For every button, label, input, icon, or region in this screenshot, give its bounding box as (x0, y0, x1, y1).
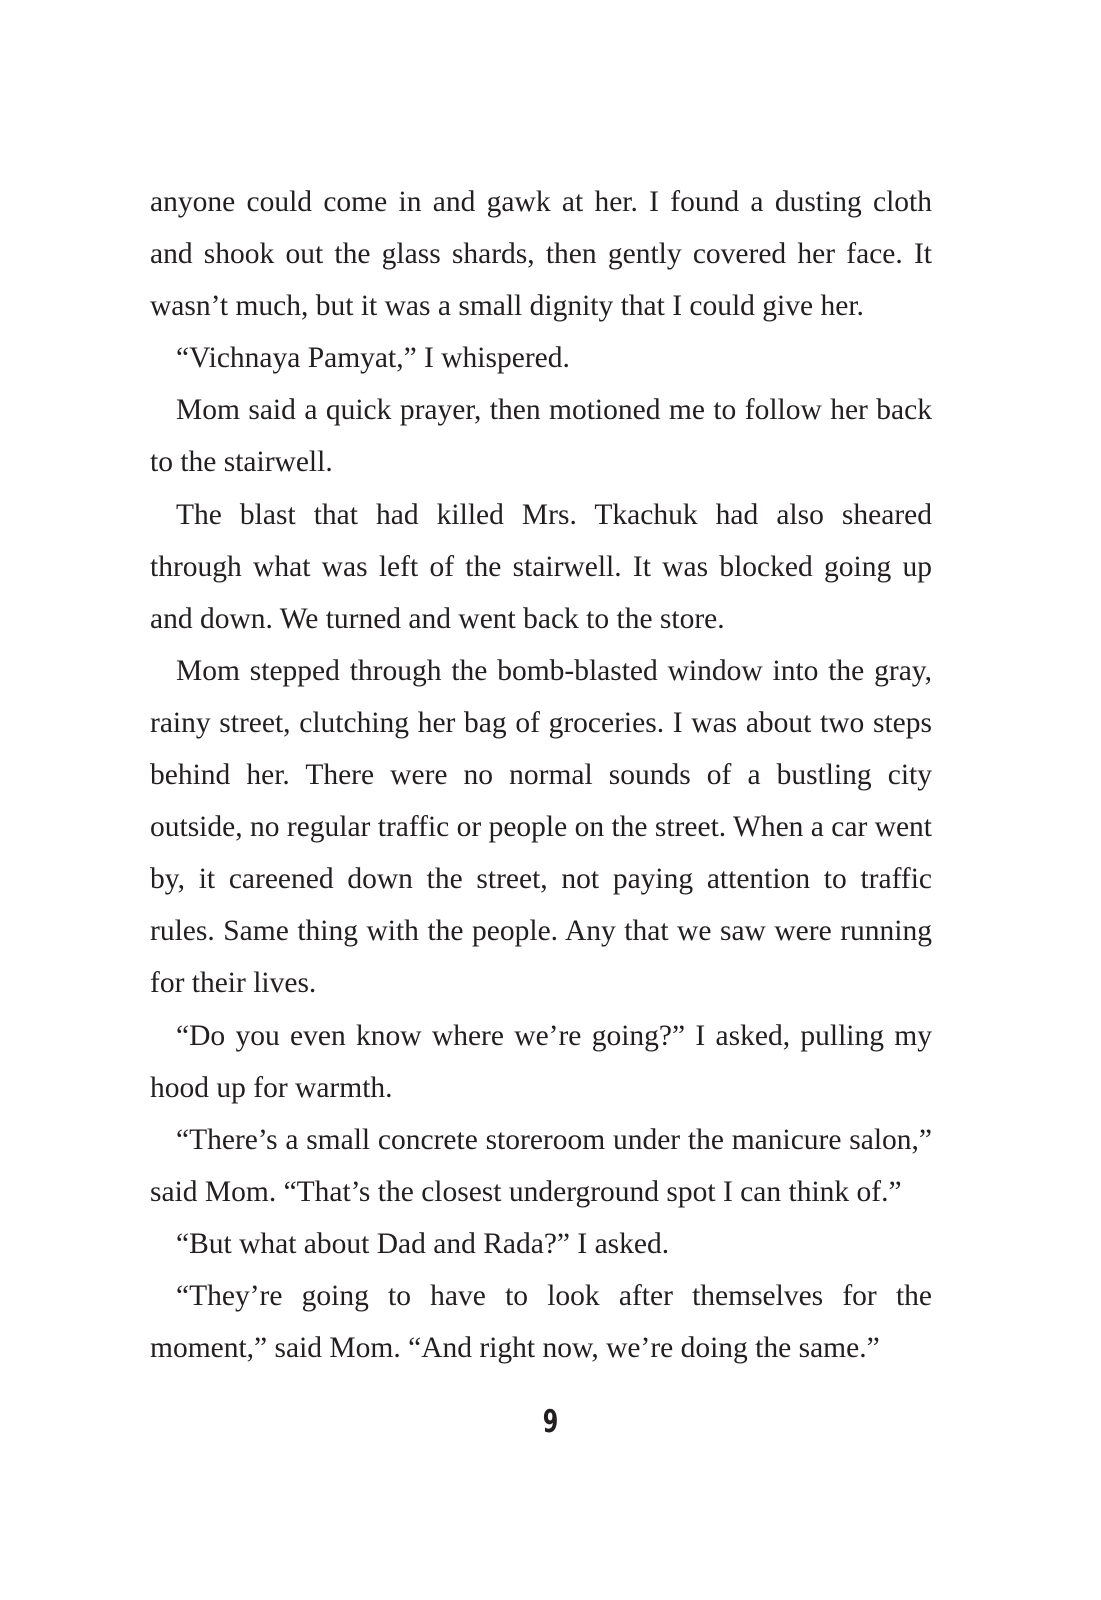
paragraph: The blast that had killed Mrs. Tkachuk had also sheared through what was left of the stairwell. It was blocked going up and down. We turned and went back to the store. (150, 498, 932, 635)
paragraph: Mom said a quick prayer, then motioned me to follow her back to the stairwell. (150, 394, 932, 479)
body-text (150, 176, 932, 1374)
paragraph: Mom stepped through the bomb-blasted window into the gray, rainy street, clutching her bag of groceries. I was about two steps behind her. There were no normal sounds of a bustling city outside, no regular traffic or people on the street. When a car went by, it careened down the street, not paying attention to traffic rules. Same thing with the people. Any that we saw were running for their lives. (150, 654, 932, 1000)
paragraph: “They’re going to have to look after themselves for the moment,” said Mom. “And right now, we’re doing the same.” (150, 1279, 932, 1365)
paragraph: “Do you even know where we’re going?” I asked, pulling my hood up for warmth. (150, 1019, 932, 1104)
paragraph: “There’s a small concrete storeroom under the manicure salon,” said Mom. “That’s the closest underground spot I can think of.” (150, 1123, 932, 1208)
paragraph-continued: anyone could come in and gawk at her. I found a dusting cloth and shook out the glass shards, then gently covered her face. It wasn’t much, but it was a small dignity that I could give her. (150, 186, 932, 323)
paragraph: “But what about Dad and Rada?” I asked. (176, 1227, 670, 1260)
paragraph: “Vichnaya Pamyat,” I whispered. (176, 342, 570, 375)
page-number: 9 (542, 1404, 559, 1440)
